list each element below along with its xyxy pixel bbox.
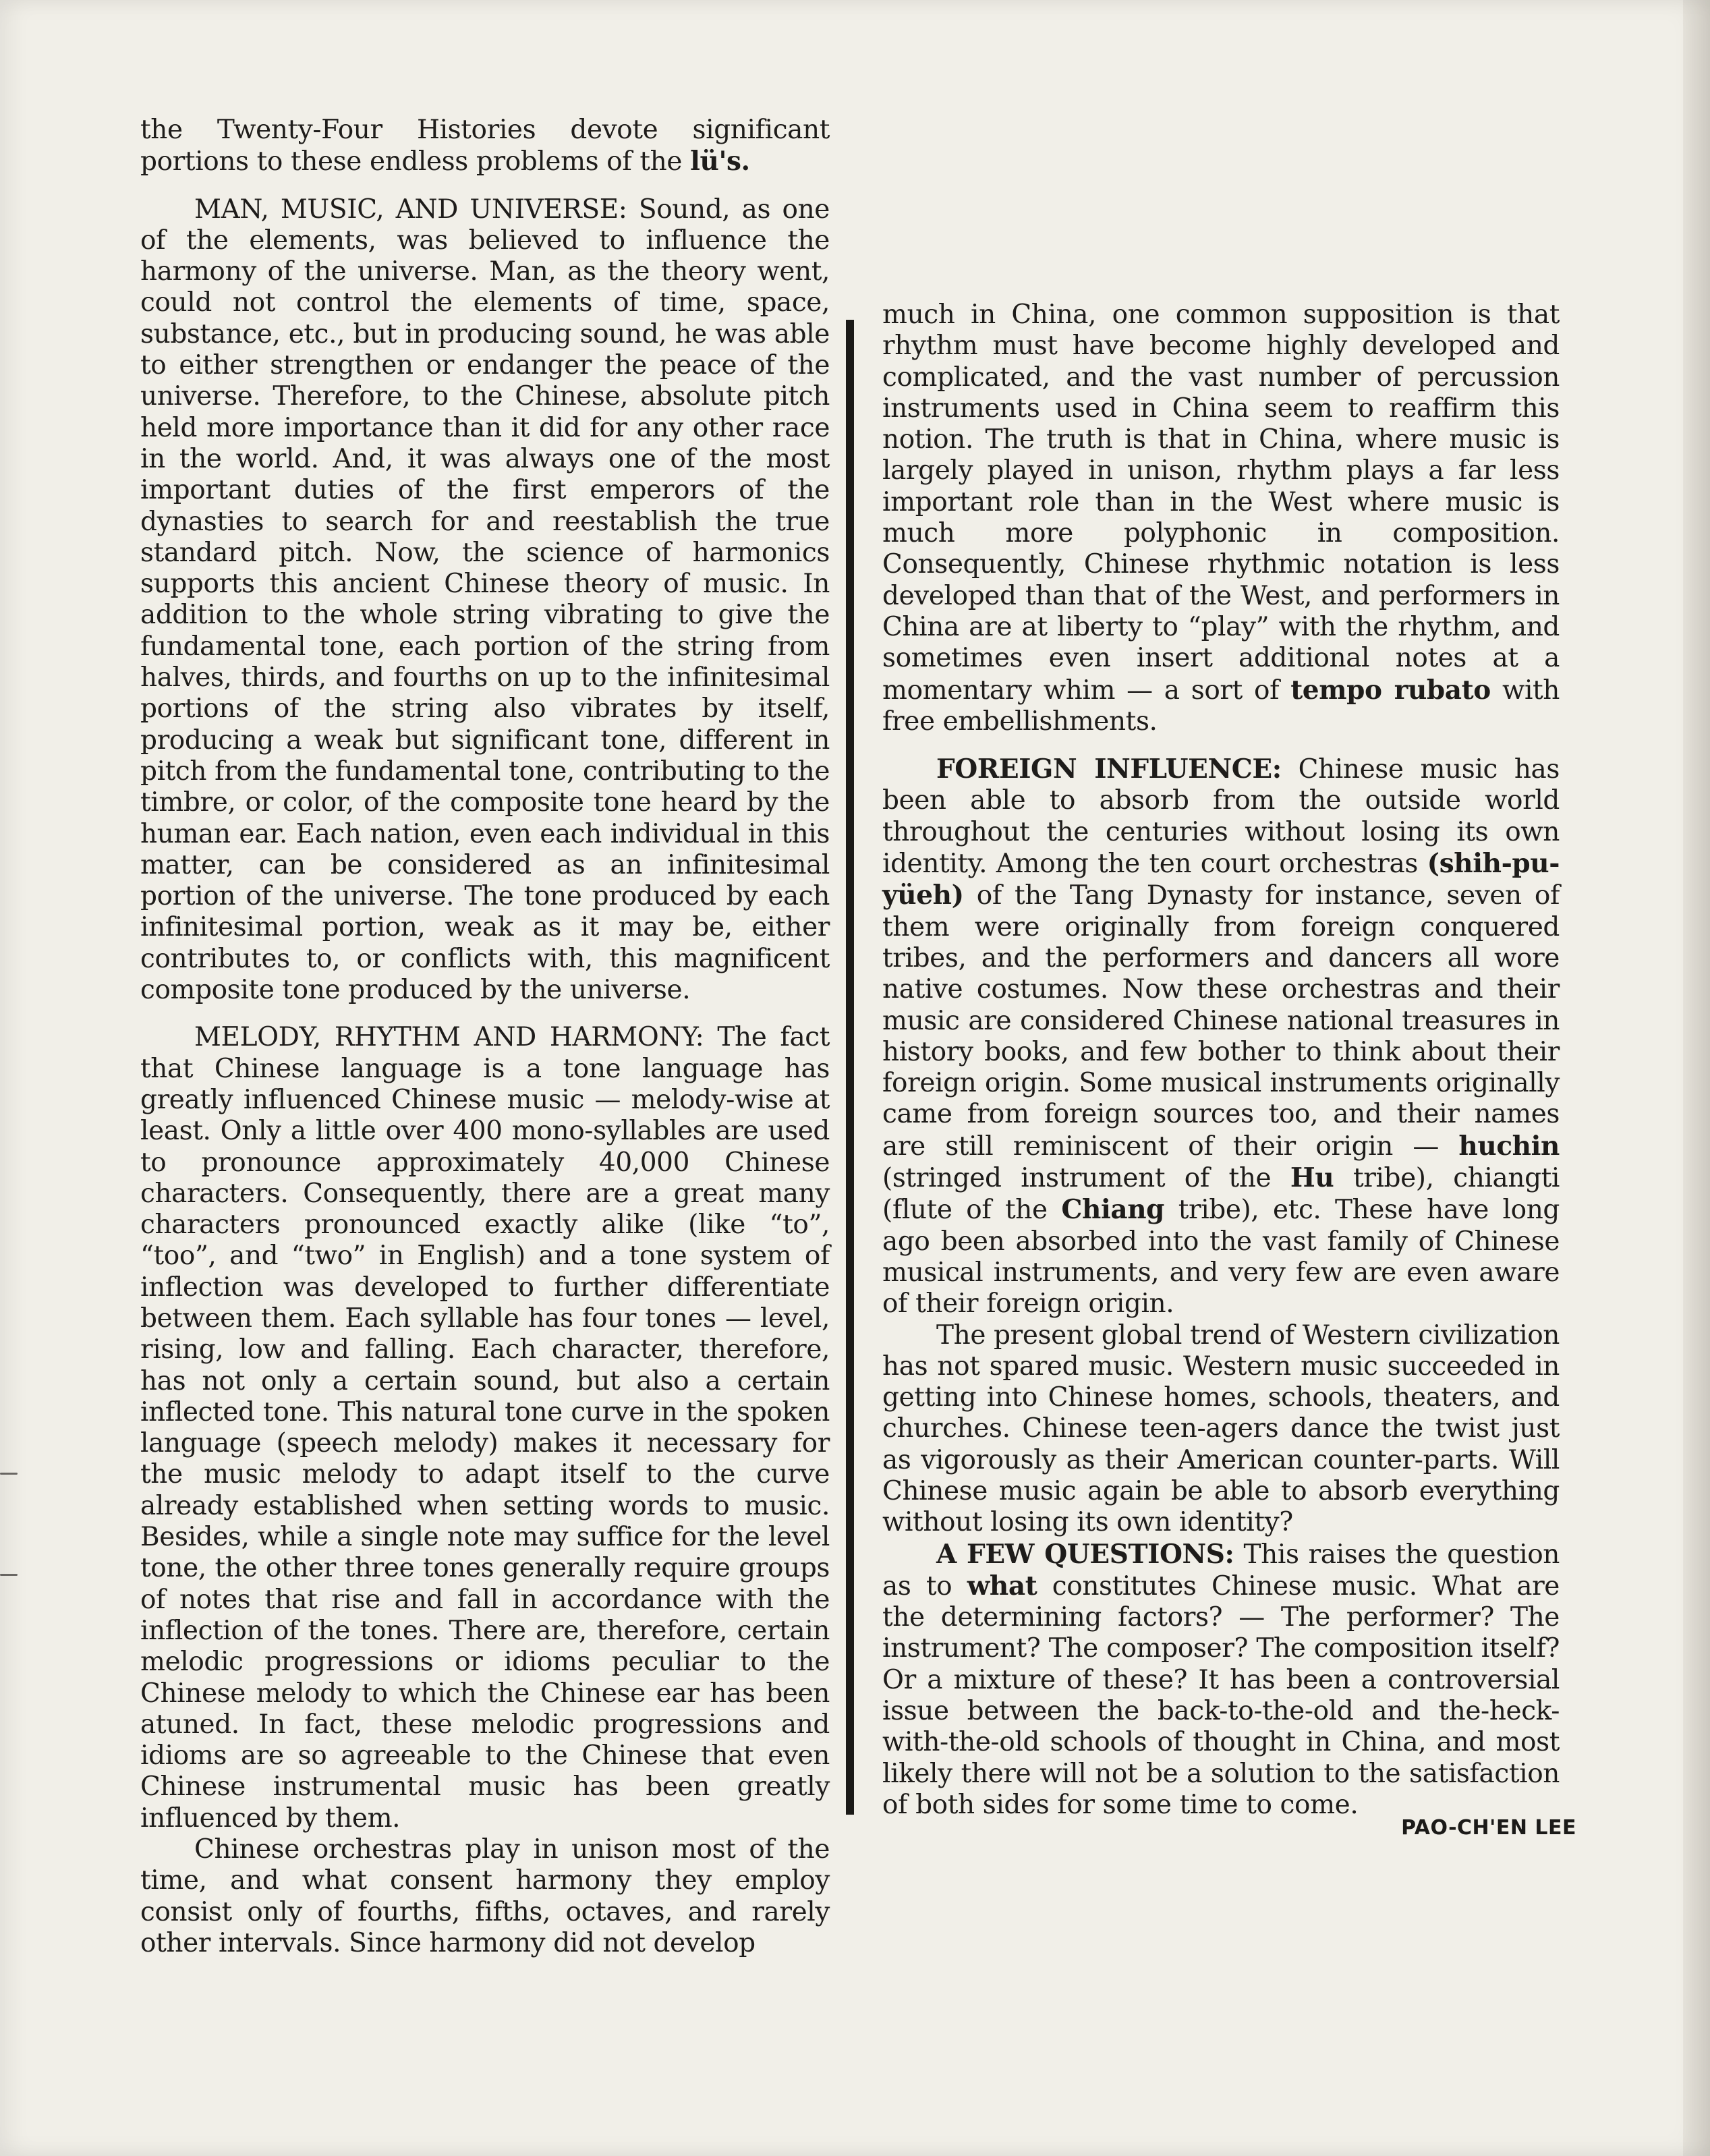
author-byline: PAO-CH'EN LEE [1401, 1816, 1576, 1840]
melody-rhythm-harmony-heading: MELODY, RHYTHM AND HARMONY: [194, 1022, 704, 1053]
rhythm-text-part-2: with free embellishments. [882, 675, 1560, 737]
intro-text: the Twenty-Four Histories devote significant portions to these endless problems of the [140, 115, 830, 177]
shih-pu-yueh-term: (shih-pu-yüeh) [882, 848, 1560, 911]
huchin-term: huchin [1458, 1130, 1560, 1162]
orchestra-text: Chinese orchestras play in unison most of the time, and what consent harmony they employ consist only of fourths, fifths, octaves, and rarely other intervals. Since harmony did not develop [140, 1834, 830, 1958]
chiang-term: Chiang [1061, 1194, 1165, 1226]
man-music-universe-heading: MAN, MUSIC, AND UNIVERSE: [194, 194, 627, 225]
foreign-text-part-4: tribe), chiangti (flute of the [882, 1163, 1560, 1226]
questions-text-part-1: This raises the question as to [882, 1539, 1560, 1601]
column-divider-rule [846, 320, 854, 1815]
rhythm-paragraph [882, 300, 1560, 737]
right-column [882, 300, 1560, 1821]
foreign-influence-heading: FOREIGN INFLUENCE: [936, 754, 1282, 785]
global-trend-paragraph [882, 1320, 1560, 1539]
binding-staple-mark [0, 1574, 18, 1576]
man-music-universe-paragraph [140, 194, 830, 1006]
what-term: what [967, 1570, 1037, 1601]
tempo-rubato-term: tempo rubato [1290, 674, 1491, 706]
rhythm-text-part-1: much in China, one common supposition is that rhythm must have become highly developed and complicated, and the vast number of percussion instruments used in China seem to reaffirm this notion. The truth is that in China, where music is largely played in unison, rhythm plays a far less important role than in the West where music is much more polyphonic in composition. Consequently, Chinese rhythmic notation is less developed than that of the West, and performers in China are at liberty to “play” with the rhythm, and sometimes even insert additional notes at a momentary whim — a sort of [882, 300, 1560, 706]
foreign-text-part-2: of the Tang Dynasty for instance, seven of them were originally from foreign conquered tribes, and the performers and dancers all wore native costumes. Now these orchestras and their music are considered Chinese national treasures in history books, and few bother to think about their foreign origin. Some musical instruments originally came from foreign sources too, and their names are still reminiscent of their origin — [882, 880, 1560, 1162]
binding-staple-mark [0, 1473, 18, 1475]
orchestra-paragraph [140, 1834, 830, 1959]
foreign-text-part-5: tribe), etc. These have long ago been absorbed into the vast family of Chinese musical instruments, and very few are even aware of their foreign origin. [882, 1195, 1560, 1320]
man-music-universe-text: Sound, as one of the elements, was believed to influence the harmony of the universe. Man, as the theory went, could not control the elements of time, space, substance, etc., but in producing sound, he was able to either strengthen or endanger the peace of the universe. Therefore, to the Chinese, absolute pitch held more importance than it did for any other race in the world. And, it was always one of the most important duties of the first emperors of the dynasties to search for and reestablish the true standard pitch. Now, the science of harmonics supports this ancient Chinese theory of music. In addition to the whole string vibrating to give the fundamental tone, each portion of the string from halves, thirds, and fourths on up to the infinitesimal portions of the string also vibrates by itself, producing a weak but significant tone, different in pitch from the fundamental tone, contributing to the timbre, or color, of the composite tone heard by the human ear. Each nation, even each individual in this matter, can be considered as an infinitesimal portion of the universe. The tone produced by each infinitesimal portion, weak as it may be, either contributes to, or conflicts with, this magnificent composite tone produced by the universe. [140, 194, 830, 1006]
left-column [140, 115, 830, 1959]
melody-rhythm-harmony-text: The fact that Chinese language is a tone language has greatly influenced Chinese music — melody-wise at least. Only a little over 400 mono-syllables are used to pronounce approximately 40,000 Chinese characters. Consequently, there are a great many characters pronounced exactly alike (like “to”, “too”, and “two” in English) and a tone system of inflection was developed to further differentiate between them. Each syllable has four tones — level, rising, low and falling. Each character, therefore, has not only a certain sound, but also a certain inflected tone. This natural tone curve in the spoken language (speech melody) makes it necessary for the music melody to adapt itself to the curve already established when setting words to music. Besides, while a single note may suffice for the level tone, the other three tones generally require groups of notes that rise and fall in accordance with the inflection of the tones. There are, therefore, certain melodic progressions or idioms peculiar to the Chinese melody to which the Chinese ear has been atuned. In fact, these melodic progressions and idioms are so agreeable to the Chinese that even Chinese instrumental music has been greatly influenced by them. [140, 1022, 830, 1834]
questions-text-part-2: constitutes Chinese music. What are the determining factors? — The performer? The instrument? The composer? The composition itself? Or a mixture of these? It has been a controversial issue between the back-to-the-old and the-heck-with-the-old schools of thought in China, and most likely there will not be a solution to the satisfaction of both sides for some time to come. [882, 1570, 1560, 1820]
few-questions-heading: A FEW QUESTIONS: [936, 1538, 1234, 1570]
foreign-text-part-1: Chinese music has been able to absorb from the outside world throughout the centuries without losing its own identity. Among the ten court orchestras [882, 754, 1560, 880]
intro-term-lus: lü's. [690, 146, 750, 177]
intro-paragraph [140, 115, 830, 178]
foreign-influence-paragraph [882, 754, 1560, 1320]
page-edge-strip [1683, 0, 1710, 2156]
few-questions-paragraph [882, 1539, 1560, 1821]
melody-rhythm-harmony-paragraph [140, 1022, 830, 1834]
global-trend-text: The present global trend of Western civilization has not spared music. Western music succeeded in getting into Chinese homes, schools, theaters, and churches. Chinese teen-agers dance the twist just as vigorously as their American counter-parts. Will Chinese music again be able to absorb everything without losing its own identity? [882, 1320, 1560, 1538]
hu-term: Hu [1290, 1162, 1334, 1194]
foreign-text-part-3: (stringed instrument of the [882, 1163, 1290, 1194]
